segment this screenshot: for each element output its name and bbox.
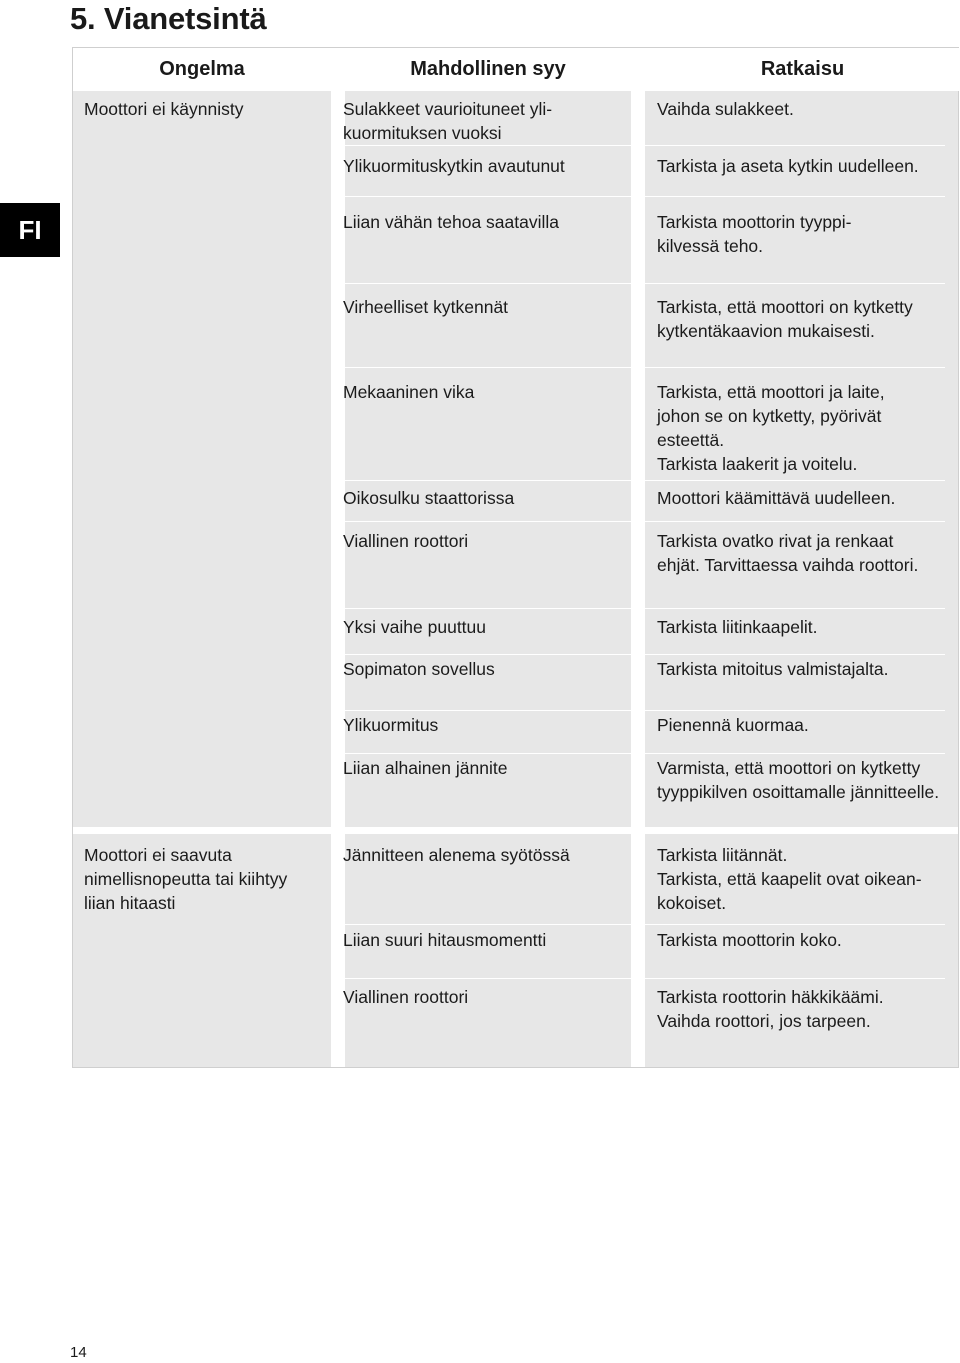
cause-text: Ylikuormituskytkin avautunut <box>343 156 565 176</box>
cause-text: Virheelliset kytkennät <box>343 297 509 317</box>
row-separator <box>345 978 945 979</box>
solution-text: Moottori käämittävä uudelleen. <box>657 488 896 508</box>
solution-text: Tarkista ovatko rivat ja renkaat <box>657 531 894 551</box>
solution-text: kilvessä teho. <box>657 236 764 256</box>
solution-text: Vaihda roottori, jos tarpeen. <box>657 1011 871 1031</box>
solution-text: Varmista, että moottori on kytketty <box>657 758 921 778</box>
solution-text: johon se on kytketty, pyörivät <box>657 406 882 426</box>
solution-text: Tarkista, että kaapelit ovat oikean- <box>657 869 922 889</box>
column-divider <box>331 48 345 1067</box>
language-tab: FI <box>0 203 60 257</box>
cause-text: kuormituksen vuoksi <box>343 123 502 143</box>
problem-text: nimellisnopeutta tai kiihtyy <box>84 869 288 889</box>
solution-text: Tarkista liitännät. <box>657 845 788 865</box>
cause-text: Sulakkeet vaurioituneet yli- <box>343 99 553 119</box>
cause-text: Viallinen roottori <box>343 531 469 551</box>
row-separator <box>345 521 945 522</box>
problem-text: Moottori ei käynnisty <box>84 99 244 119</box>
problem-text: Moottori ei saavuta <box>84 845 232 865</box>
header-cause: Mahdollinen syy <box>331 48 645 91</box>
row-separator <box>345 710 945 711</box>
row-separator <box>345 480 945 481</box>
solution-text: Tarkista, että moottori ja laite, <box>657 382 885 402</box>
header-solution: Ratkaisu <box>645 48 960 91</box>
solution-text: Tarkista moottorin koko. <box>657 930 842 950</box>
solution-text: tyyppikilven osoittamalle jännitteelle. <box>657 782 940 802</box>
solution-text: ehjät. Tarvittaessa vaihda roottori. <box>657 555 919 575</box>
row-separator <box>345 283 945 284</box>
solution-text: kokoiset. <box>657 893 727 913</box>
problem-text: liian hitaasti <box>84 893 176 913</box>
solution-text: Tarkista roottorin häkkikäämi. <box>657 987 884 1007</box>
solution-text: esteettä. <box>657 430 725 450</box>
troubleshooting-table <box>72 47 959 1068</box>
page-number: 14 <box>70 1344 87 1361</box>
cause-text: Oikosulku staattorissa <box>343 488 515 508</box>
row-separator <box>345 608 945 609</box>
cause-text: Liian alhainen jännite <box>343 758 508 778</box>
cause-text: Sopimaton sovellus <box>343 659 495 679</box>
solution-text: Vaihda sulakkeet. <box>657 99 794 119</box>
row-separator <box>345 924 945 925</box>
row-separator <box>345 753 945 754</box>
solution-text: kytkentäkaavion mukaisesti. <box>657 321 875 341</box>
solution-text: Tarkista mitoitus valmistajalta. <box>657 659 889 679</box>
cause-text: Mekaaninen vika <box>343 382 475 402</box>
cause-text: Yksi vaihe puuttuu <box>343 617 487 637</box>
solution-text: Tarkista liitinkaapelit. <box>657 617 818 637</box>
cause-text: Viallinen roottori <box>343 987 469 1007</box>
solution-text: Tarkista laakerit ja voitelu. <box>657 454 858 474</box>
column-divider <box>631 48 645 1067</box>
header-problem: Ongelma <box>73 48 331 91</box>
solution-text: Pienennä kuormaa. <box>657 715 809 735</box>
row-divider <box>73 827 958 834</box>
solution-text: Tarkista moottorin tyyppi- <box>657 212 852 232</box>
row-separator <box>345 196 945 197</box>
solution-text: Tarkista, että moottori on kytketty <box>657 297 913 317</box>
row-separator <box>345 654 945 655</box>
cause-text: Liian suuri hitausmomentti <box>343 930 547 950</box>
page-title: 5. Vianetsintä <box>70 1 267 36</box>
row-separator <box>345 367 945 368</box>
solution-text: Tarkista ja aseta kytkin uudelleen. <box>657 156 919 176</box>
cause-text: Jännitteen alenema syötössä <box>343 845 570 865</box>
cause-text: Ylikuormitus <box>343 715 439 735</box>
cause-text: Liian vähän tehoa saatavilla <box>343 212 559 232</box>
row-separator <box>345 145 945 146</box>
